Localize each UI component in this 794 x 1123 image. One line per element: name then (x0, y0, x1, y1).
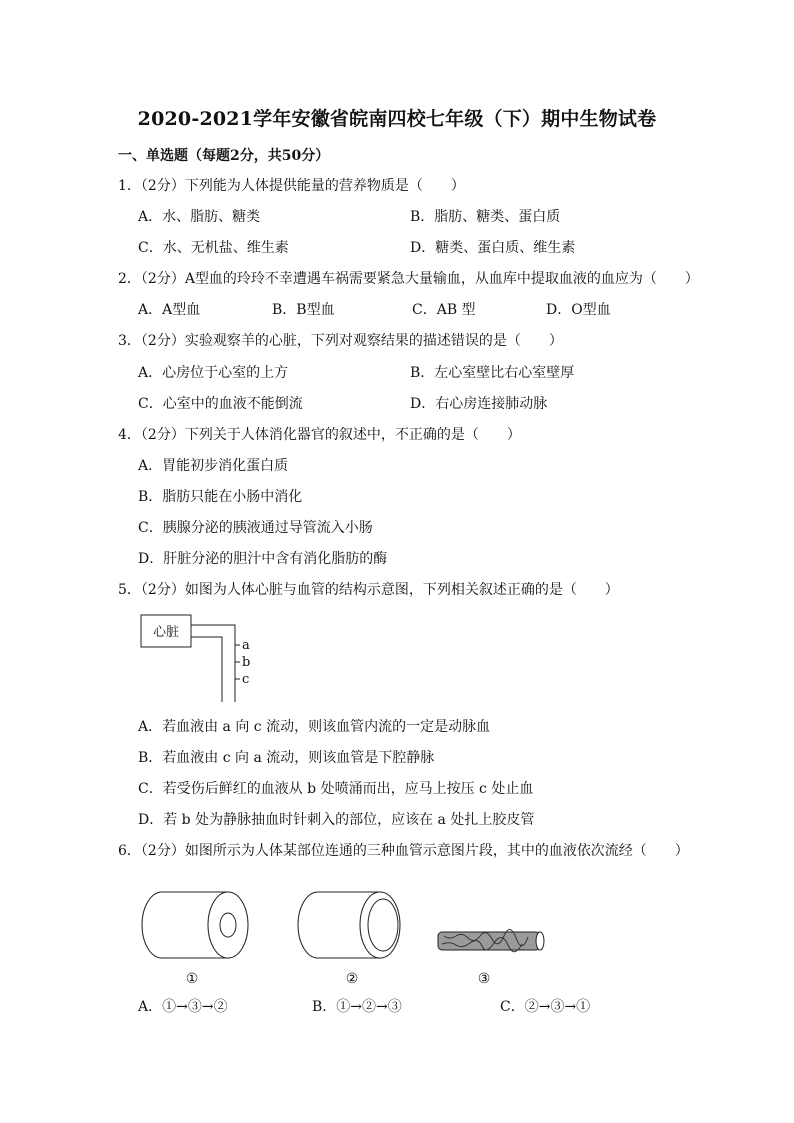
q1-option-c[interactable]: C．水、无机盐、维生素 (138, 240, 289, 256)
vessel-3-capillary (438, 929, 544, 951)
vessel-1-label: ① (185, 971, 199, 987)
vessel-2-vein (298, 892, 400, 958)
q6-option-b[interactable]: B．①→②→③ (312, 999, 402, 1015)
vessel-3-label: ③ (477, 971, 491, 987)
q5-option-c[interactable]: C．若受伤后鲜红的血液从 b 处喷涌而出，应马上按压 c 处止血 (138, 781, 534, 797)
question-5-stem: 5．（2分）如图为人体心脏与血管的结构示意图，下列相关叙述正确的是（ ） (118, 582, 619, 598)
q1-option-a[interactable]: A．水、脂肪、糖类 (138, 209, 261, 225)
q3-option-c[interactable]: C．心室中的血液不能倒流 (138, 396, 303, 412)
q5-option-d[interactable]: D．若 b 处为静脉抽血时针刺入的部位，应该在 a 处扎上胶皮管 (138, 812, 535, 828)
q4-option-d[interactable]: D．肝脏分泌的胆汁中含有消化脂肪的酶 (138, 551, 388, 567)
q1-option-b[interactable]: B．脂肪、糖类、蛋白质 (410, 209, 561, 225)
q2-option-b[interactable]: B．B型血 (272, 302, 335, 318)
vessel-inner-wall (191, 637, 222, 702)
question-3-stem: 3．（2分）实验观察羊的心脏，下列对观察结果的描述错误的是（ ） (118, 333, 563, 349)
page-title: 2020-2021学年安徽省皖南四校七年级（下）期中生物试卷 (137, 108, 657, 130)
vessel-1-artery (142, 892, 248, 958)
question-4-stem: 4．（2分）下列关于人体消化器官的叙述中，不正确的是（ ） (118, 427, 521, 443)
q6-option-c[interactable]: C．②→③→① (500, 999, 591, 1015)
label-a: a (242, 638, 250, 653)
label-c: c (242, 672, 250, 687)
question-1-stem: 1．（2分）下列能为人体提供能量的营养物质是（ ） (118, 178, 465, 194)
q5-option-b[interactable]: B．若血液由 c 向 a 流动，则该血管是下腔静脉 (138, 750, 435, 766)
label-b: b (242, 655, 251, 670)
q5-option-a[interactable]: A．若血液由 a 向 c 流动，则该血管内流的一定是动脉血 (138, 719, 491, 735)
q3-option-d[interactable]: D．右心房连接肺动脉 (410, 396, 548, 412)
q1-option-d[interactable]: D．糖类、蛋白质、维生素 (410, 240, 576, 256)
section-heading: 一、单选题（每题2分，共50分） (118, 148, 330, 164)
q6-option-a[interactable]: A．①→③→② (138, 999, 228, 1015)
question-2-stem: 2．（2分）A型血的玲玲不幸遭遇车祸需要紧急大量输血，从血库中提取血液的血应为（ ） (118, 271, 699, 287)
q4-option-a[interactable]: A．胃能初步消化蛋白质 (138, 458, 289, 474)
heart-label: 心脏 (152, 625, 180, 640)
q3-option-a[interactable]: A．心房位于心室的上方 (138, 365, 289, 381)
q2-option-c[interactable]: C．AB 型 (412, 302, 476, 318)
q4-option-c[interactable]: C．胰腺分泌的胰液通过导管流入小肠 (138, 520, 373, 536)
q4-option-b[interactable]: B．脂肪只能在小肠中消化 (138, 489, 303, 505)
q2-option-a[interactable]: A．A型血 (138, 302, 201, 318)
q3-option-b[interactable]: B．左心室壁比右心室壁厚 (410, 365, 575, 381)
q2-option-d[interactable]: D．O型血 (546, 302, 611, 318)
heart-vessel-diagram (138, 610, 268, 710)
question-6-stem: 6．（2分）如图所示为人体某部位连通的三种血管示意图片段，其中的血液依次流经（ ） (118, 843, 689, 859)
vessel-cross-sections (130, 880, 570, 990)
vessel-2-label: ② (345, 971, 359, 987)
